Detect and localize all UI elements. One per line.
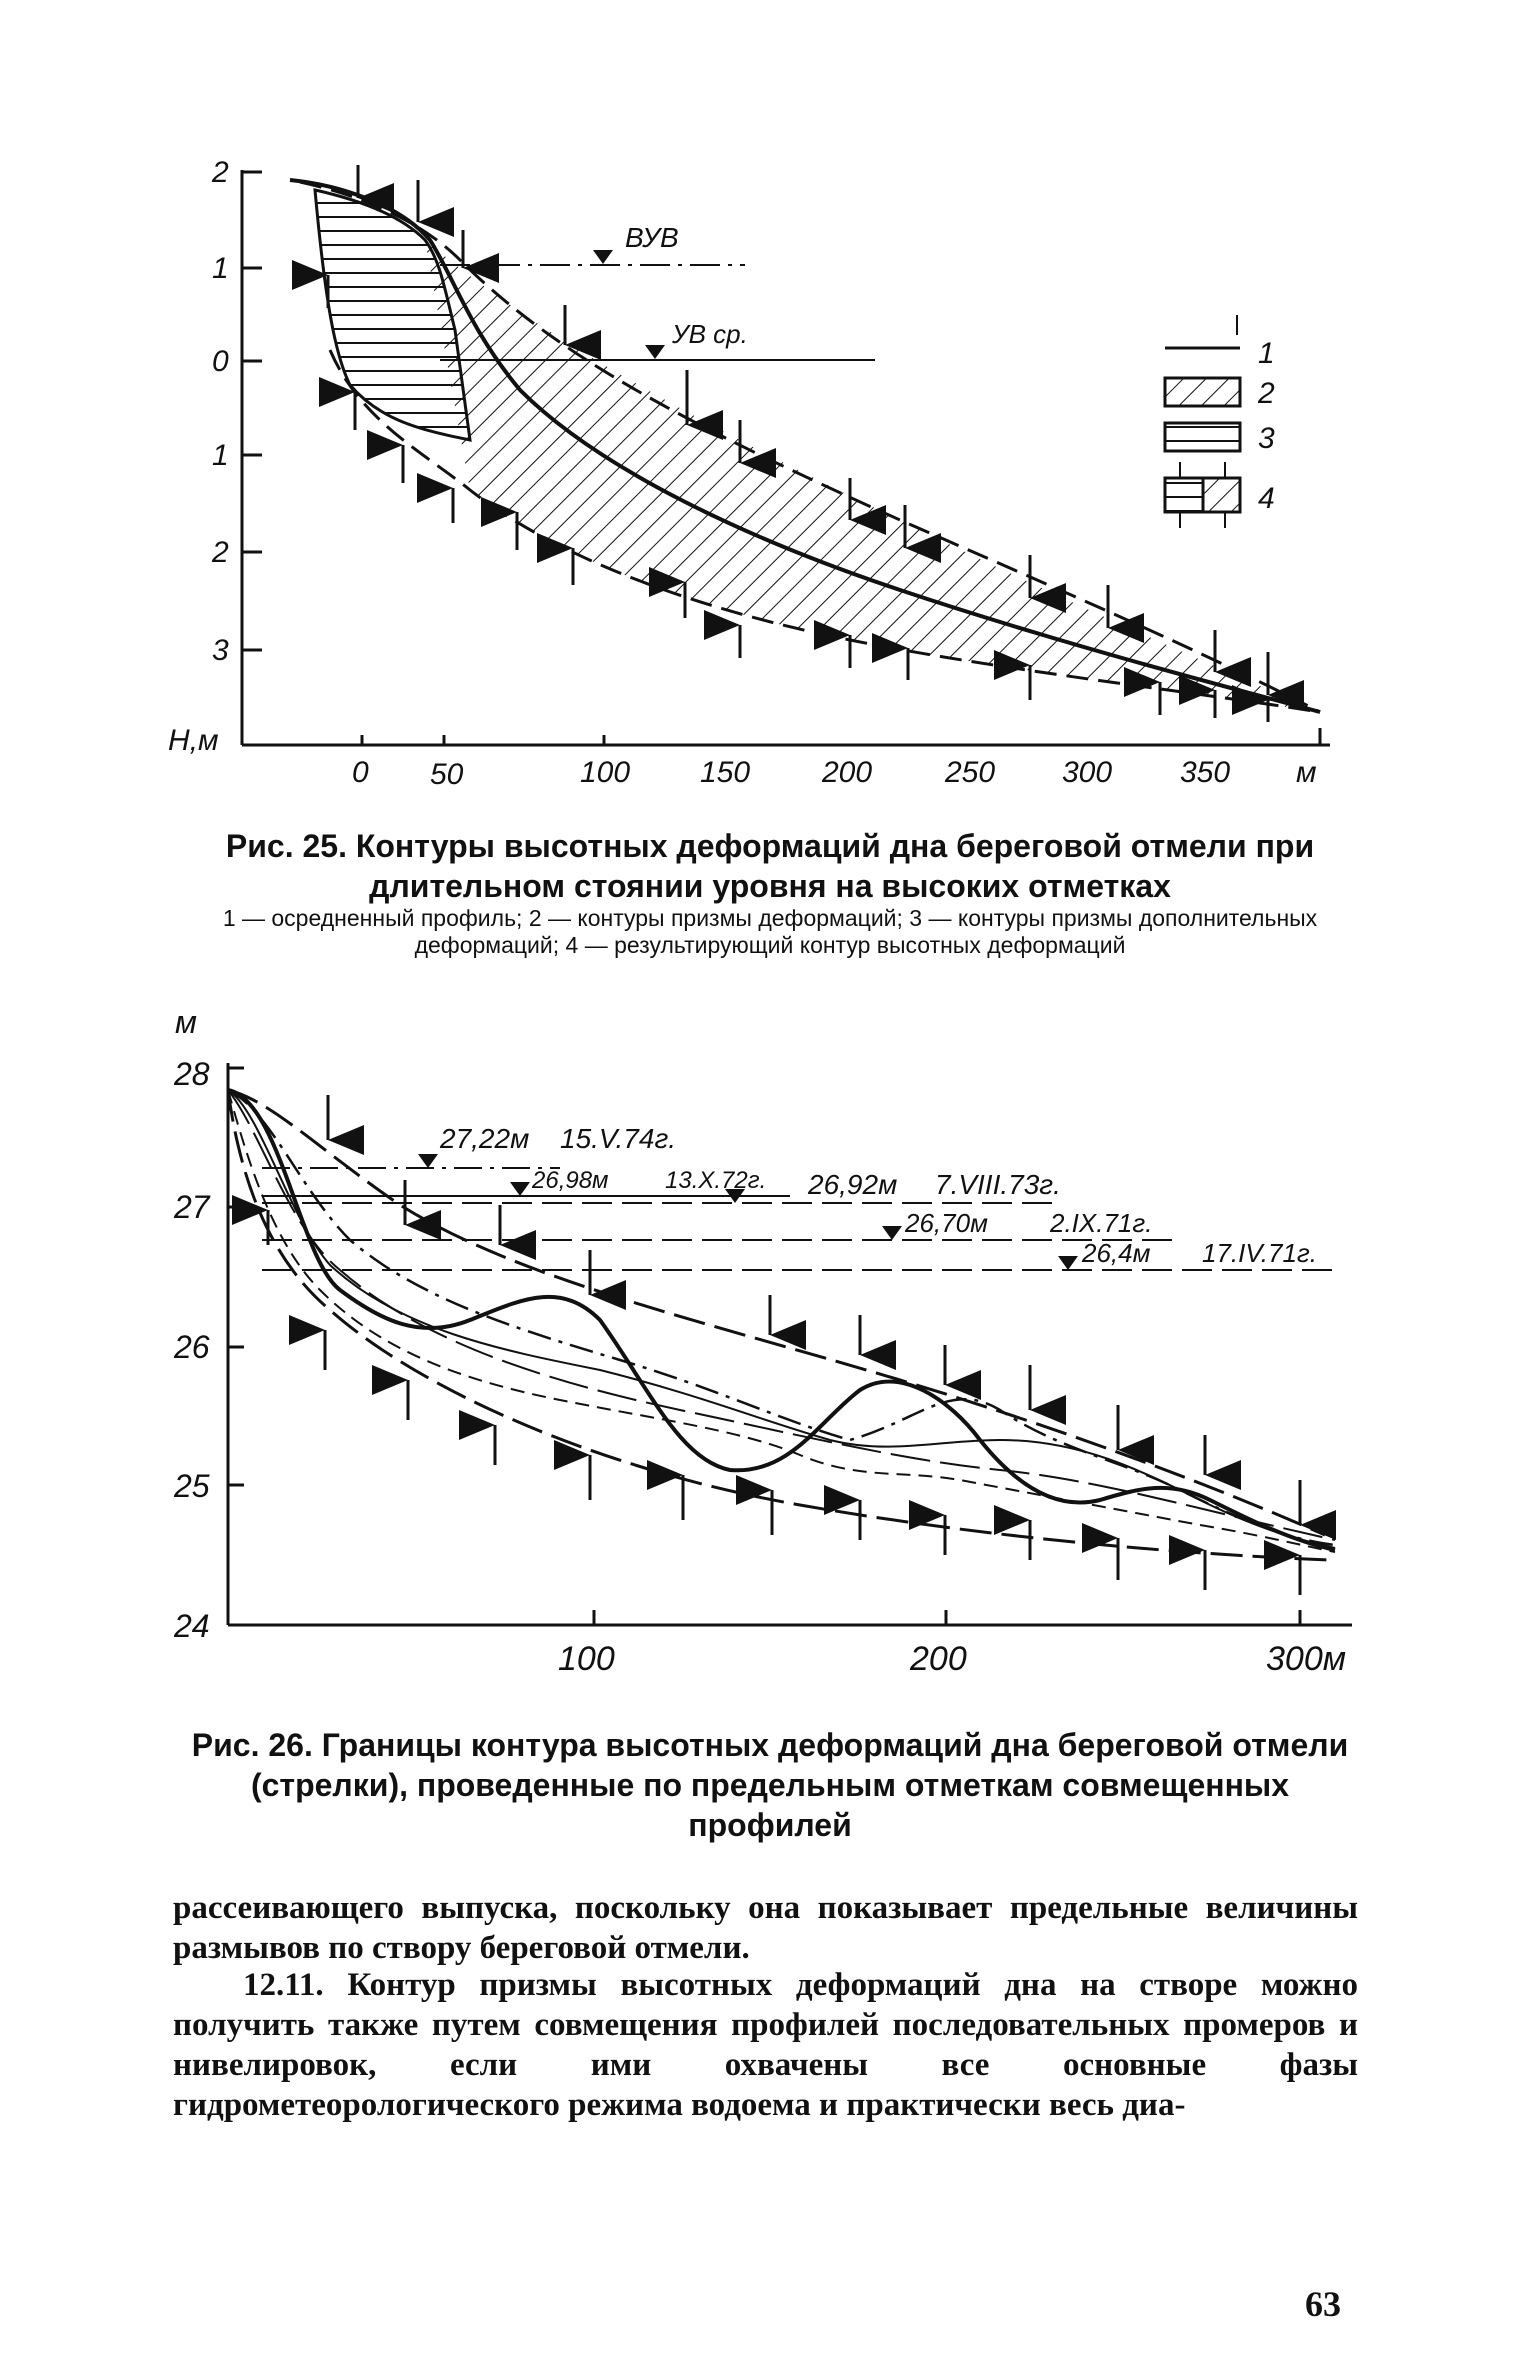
profile-solid: [228, 1090, 1335, 1550]
water-level-date: 13.X.72г.: [665, 1167, 767, 1194]
y-tick-label: 24: [174, 1608, 210, 1644]
water-level-value: 26,70м: [905, 1208, 988, 1238]
water-level-value: 26,4м: [1082, 1238, 1151, 1268]
x-axis-unit: м: [1296, 756, 1317, 789]
water-level-value: 26,92м: [808, 1169, 898, 1200]
high-water-level-label: ВУВ: [625, 222, 679, 253]
legend-label: 3: [1258, 422, 1275, 455]
figure-26-caption: Рис. 26. Границы контура высотных деформаций дна береговой отмели (стрелки), проведенные по предельным отметкам совмещенных профилей: [191, 1727, 1349, 1843]
y-tick-label: 27: [174, 1189, 210, 1225]
x-tick-label: 300м: [1266, 1640, 1347, 1678]
x-tick-label: 100: [558, 1640, 615, 1678]
legend-label: 1: [1258, 337, 1275, 370]
x-tick-label: 150: [700, 756, 751, 789]
y-tick-label: 2: [212, 536, 229, 569]
x-tick-label: 200: [822, 756, 873, 789]
page-number: 63: [1305, 2284, 1341, 2324]
y-tick-label: 1: [212, 439, 229, 472]
y-tick-label: 26: [174, 1329, 210, 1365]
body-paragraph: 12.11. Контур призмы высотных деформаций дна на створе можно получить также путем совмещения профилей последовательных промеров и нивелировок, если ими охвачены все основные фазы гидрометеорологического режима водоема и практически весь диа-: [173, 1967, 1358, 2123]
upper-envelope: [228, 1090, 1325, 1535]
water-level-marker: [882, 1226, 902, 1240]
body-paragraph: рассеивающего выпуска, поскольку она показывает предельные величины размывов по створу береговой отмели.: [173, 1890, 1358, 1966]
x-tick-label: 100: [580, 756, 631, 789]
water-level-date: 15.V.74г.: [560, 1123, 677, 1154]
x-tick-label: 300: [1062, 756, 1113, 789]
water-level-value: 27,22м: [440, 1123, 530, 1154]
y-tick-label: 1: [212, 252, 229, 285]
x-tick-label: 200: [910, 1640, 967, 1678]
y-axis-unit: м: [175, 1004, 197, 1040]
water-level-marker: [418, 1154, 438, 1168]
legend-label: 2: [1258, 377, 1275, 410]
water-level-marker: [1058, 1256, 1078, 1270]
y-axis-unit: Н,м: [168, 724, 219, 757]
mean-water-level-label: УВ ср.: [672, 319, 748, 349]
y-tick-label: 28: [174, 1056, 210, 1092]
figure-25-caption: Рис. 25. Контуры высотных деформаций дна береговой отмели при длительном стоянии уровня на высоких отметках: [225, 828, 1315, 904]
x-tick-label: 0: [352, 756, 369, 789]
water-level-date: 2.IX.71г.: [1050, 1208, 1153, 1238]
y-tick-label: 0: [212, 345, 229, 378]
water-level-date: 7.VIII.73г.: [935, 1169, 1061, 1200]
water-level-value: 26,98м: [532, 1167, 609, 1194]
y-tick-label: 2: [212, 156, 229, 189]
x-tick-label: 250: [945, 756, 996, 789]
y-tick-label: 25: [174, 1468, 210, 1504]
profile-dash-dot: [228, 1090, 1335, 1545]
profile-thin: [228, 1090, 1335, 1548]
legend-label: 4: [1258, 482, 1275, 515]
water-level-marker: [510, 1182, 530, 1196]
y-tick-label: 3: [212, 634, 229, 667]
x-tick-label: 50: [430, 758, 464, 791]
figure-25-legend-note: 1 — осредненный профиль; 2 — контуры призмы деформаций; 3 — контуры призмы дополнительных деформаций; 4 — результирующий контур высотных деформаций: [222, 905, 1318, 958]
water-level-date: 17.IV.71г.: [1202, 1238, 1317, 1268]
x-tick-label: 350: [1180, 756, 1231, 789]
